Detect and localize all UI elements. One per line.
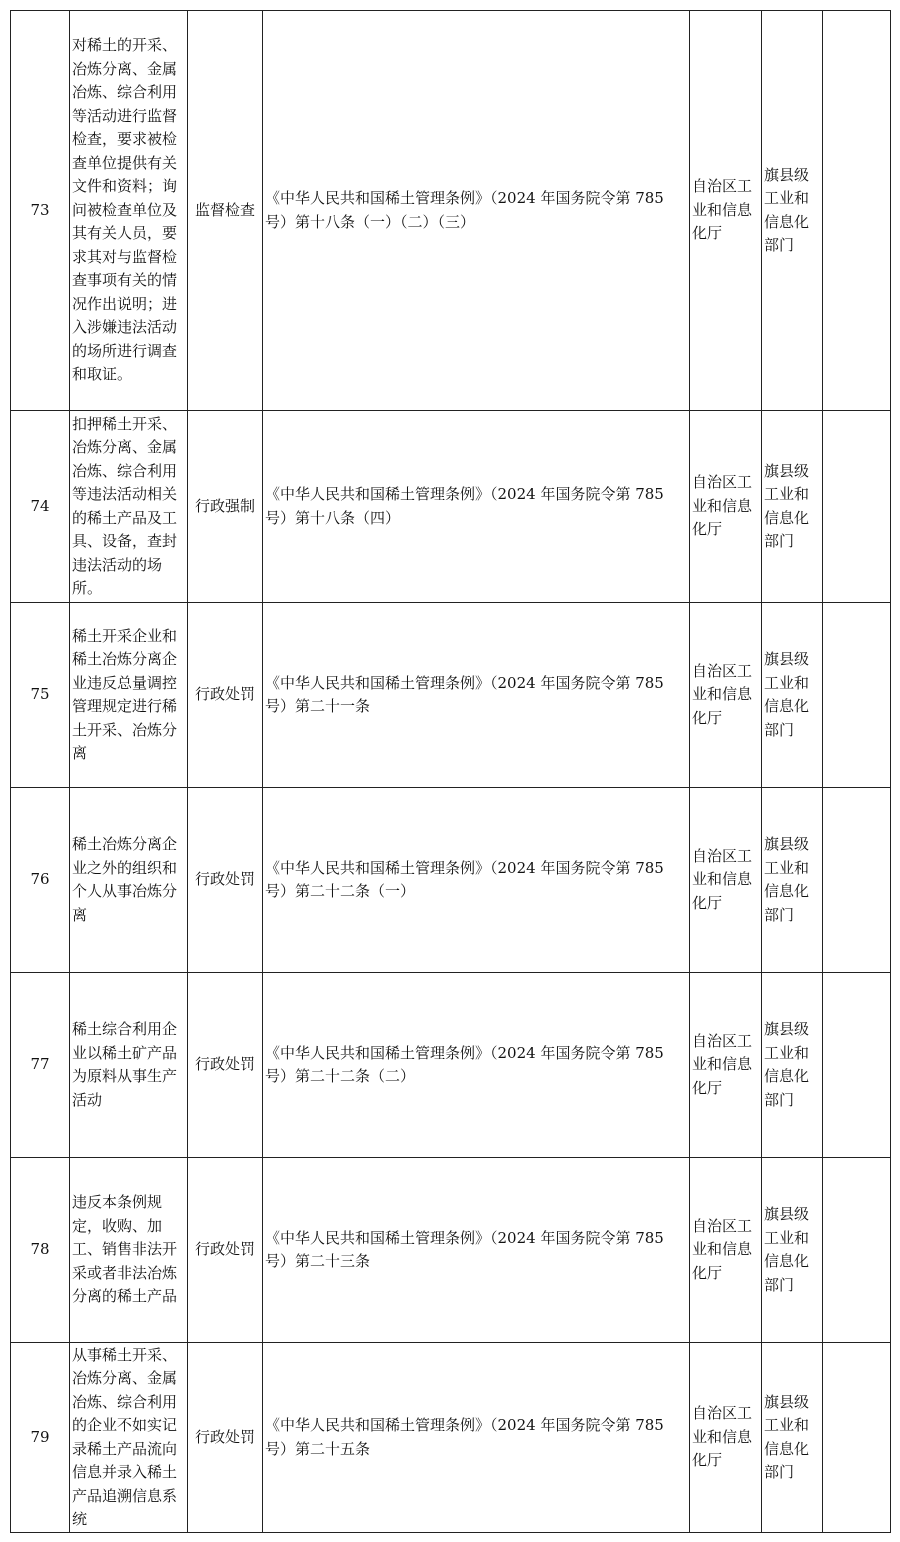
row-number: 78 (11, 1158, 70, 1343)
remark-cell (823, 411, 891, 603)
table-row (11, 973, 891, 1158)
table-row (11, 603, 891, 788)
item-description: 扣押稀土开采、冶炼分离、金属冶炼、综合利用等违法活动相关的稀土产品及工具、设备，查封违法活动的场所。 (70, 411, 188, 603)
legal-basis: 《中华人民共和国稀土管理条例》（2024 年国务院令第 785 号）第二十二条（二） (263, 973, 690, 1158)
remark-cell (823, 603, 891, 788)
enforcement-type: 行政处罚 (188, 1343, 263, 1533)
row-number: 79 (11, 1343, 70, 1533)
remark-cell (823, 973, 891, 1158)
table-row (11, 411, 891, 603)
responsible-department: 自治区工业和信息化厅 (690, 1158, 762, 1343)
regulation-table (10, 10, 891, 1533)
remark-cell (823, 1158, 891, 1343)
responsible-department: 自治区工业和信息化厅 (690, 603, 762, 788)
table-row (11, 788, 891, 973)
row-number: 74 (11, 411, 70, 603)
responsible-department: 自治区工业和信息化厅 (690, 411, 762, 603)
legal-basis: 《中华人民共和国稀土管理条例》（2024 年国务院令第 785 号）第二十一条 (263, 603, 690, 788)
legal-basis: 《中华人民共和国稀土管理条例》（2024 年国务院令第 785 号）第二十三条 (263, 1158, 690, 1343)
table-row (11, 1343, 891, 1533)
local-department: 旗县级工业和信息化部门 (762, 973, 823, 1158)
row-number: 76 (11, 788, 70, 973)
local-department: 旗县级工业和信息化部门 (762, 1343, 823, 1533)
local-department: 旗县级工业和信息化部门 (762, 603, 823, 788)
row-number: 77 (11, 973, 70, 1158)
remark-cell (823, 1343, 891, 1533)
enforcement-type: 行政处罚 (188, 788, 263, 973)
local-department: 旗县级工业和信息化部门 (762, 411, 823, 603)
enforcement-type: 行政处罚 (188, 603, 263, 788)
remark-cell (823, 788, 891, 973)
responsible-department: 自治区工业和信息化厅 (690, 1343, 762, 1533)
table-row (11, 1158, 891, 1343)
item-description: 稀土开采企业和稀土冶炼分离企业违反总量调控管理规定进行稀土开采、冶炼分离 (70, 603, 188, 788)
enforcement-type: 行政处罚 (188, 1158, 263, 1343)
responsible-department: 自治区工业和信息化厅 (690, 788, 762, 973)
row-number: 73 (11, 11, 70, 411)
legal-basis: 《中华人民共和国稀土管理条例》（2024 年国务院令第 785 号）第二十二条（一） (263, 788, 690, 973)
item-description: 稀土综合利用企业以稀土矿产品为原料从事生产活动 (70, 973, 188, 1158)
enforcement-type: 行政处罚 (188, 973, 263, 1158)
legal-basis: 《中华人民共和国稀土管理条例》（2024 年国务院令第 785 号）第十八条（四） (263, 411, 690, 603)
row-number: 75 (11, 603, 70, 788)
item-description: 违反本条例规定，收购、加工、销售非法开采或者非法冶炼分离的稀土产品 (70, 1158, 188, 1343)
responsible-department: 自治区工业和信息化厅 (690, 11, 762, 411)
responsible-department: 自治区工业和信息化厅 (690, 973, 762, 1158)
item-description: 对稀土的开采、冶炼分离、金属冶炼、综合利用等活动进行监督检查，要求被检查单位提供有关文件和资料；询问被检查单位及其有关人员，要求其对与监督检查事项有关的情况作出说明；进入涉嫌违法活动的场所进行调查和取证。 (70, 11, 188, 411)
table-row (11, 11, 891, 411)
legal-basis: 《中华人民共和国稀土管理条例》（2024 年国务院令第 785 号）第二十五条 (263, 1343, 690, 1533)
item-description: 稀土冶炼分离企业之外的组织和个人从事冶炼分离 (70, 788, 188, 973)
enforcement-type: 监督检查 (188, 11, 263, 411)
item-description: 从事稀土开采、冶炼分离、金属冶炼、综合利用的企业不如实记录稀土产品流向信息并录入稀土产品追溯信息系统 (70, 1343, 188, 1533)
enforcement-type: 行政强制 (188, 411, 263, 603)
local-department: 旗县级工业和信息化部门 (762, 1158, 823, 1343)
local-department: 旗县级工业和信息化部门 (762, 788, 823, 973)
remark-cell (823, 11, 891, 411)
legal-basis: 《中华人民共和国稀土管理条例》（2024 年国务院令第 785 号）第十八条（一）（二）（三） (263, 11, 690, 411)
local-department: 旗县级工业和信息化部门 (762, 11, 823, 411)
